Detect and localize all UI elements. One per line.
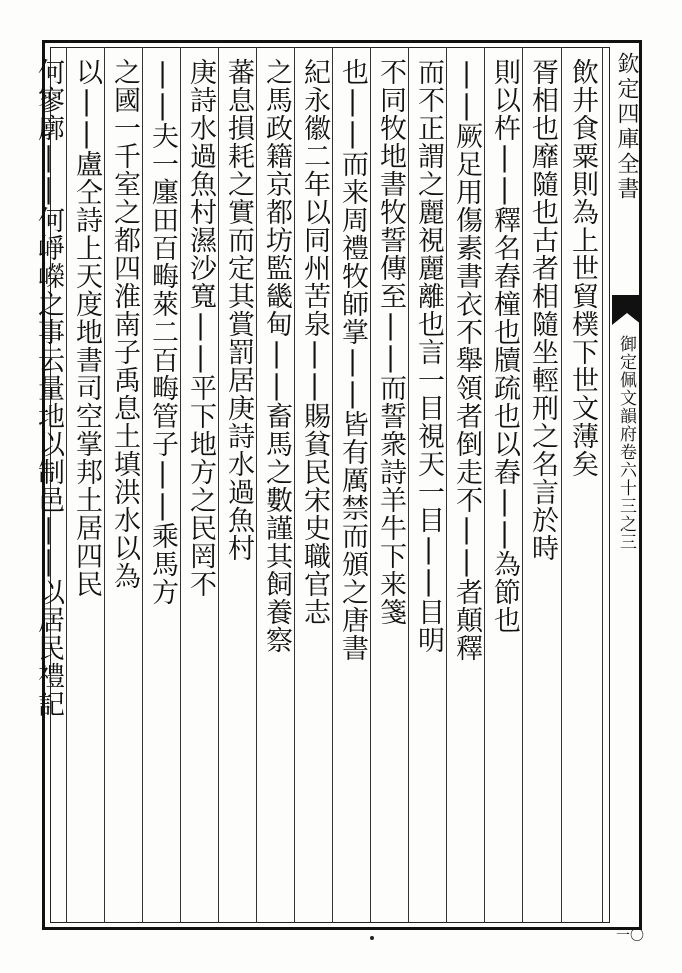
column-rule — [332, 47, 333, 923]
column-rule — [446, 47, 447, 923]
text-column-1: 飲井食粟則為上世貿樸下世文薄矣 — [567, 58, 598, 478]
column-rule — [218, 47, 219, 923]
column-rule — [256, 47, 257, 923]
text-column-5: 而不正謂之麗視麗離也言一目視天一目||目明 — [413, 58, 444, 654]
text-column-2: 胥相也靡隨也古者相隨坐輕刑之名言於時 — [527, 58, 558, 562]
column-rule — [522, 47, 523, 923]
column-rule — [561, 47, 562, 923]
text-column-14: 以||盧仝詩上天度地書司空掌邦土居四民 — [71, 58, 102, 598]
column-rule — [180, 47, 181, 923]
book-title: 欽定四庫全書 — [614, 52, 639, 202]
column-rule — [408, 47, 409, 923]
text-column-7: 也||而来周禮牧師掌||皆有厲禁而頒之唐書 — [337, 58, 368, 662]
column-rule — [104, 47, 105, 923]
text-column-6: 不同牧地書牧誓傳至||而誓衆詩羊牛下来箋 — [375, 58, 406, 626]
page-number: 一〇 — [616, 928, 644, 944]
text-column-3: 則以杵||釋名舂橦也牘疏也以舂||為節也 — [489, 58, 520, 634]
volume-subtitle: 御定佩文韻府卷六十三之三 — [616, 335, 636, 551]
ink-speck — [370, 936, 374, 940]
column-rule — [484, 47, 485, 923]
text-column-8: 紀永徽二年以同州苦泉||賜貧民宋史職官志 — [299, 58, 330, 626]
text-column-11: 庚詩水過魚村濕沙寬||平下地方之民罔不 — [185, 58, 216, 598]
column-rule — [142, 47, 143, 923]
text-column-10: 蕃息損耗之實而定其賞罰居庚詩水過魚村 — [223, 58, 254, 562]
text-column-4: ||厥足用傷素書衣不舉領者倒走不||者顛釋 — [451, 58, 482, 662]
column-rule — [602, 47, 603, 923]
fishtail-mark-icon — [612, 295, 642, 325]
text-column-12: ||夫一廛田百畮萊二百畮管子||乘馬方 — [147, 58, 178, 606]
column-rule — [66, 47, 67, 923]
text-column-9: 之馬政籍京都坊監畿甸||畜馬之數謹其飼養察 — [261, 58, 292, 654]
column-rule — [294, 47, 295, 923]
text-column-13: 之國一千室之都四淮南子禹息土填洪水以為 — [109, 58, 140, 590]
column-rule — [370, 47, 371, 923]
text-column-15: 何寥廓||何崢嶸之事云量地以制邑||以居民禮記 — [33, 58, 64, 718]
